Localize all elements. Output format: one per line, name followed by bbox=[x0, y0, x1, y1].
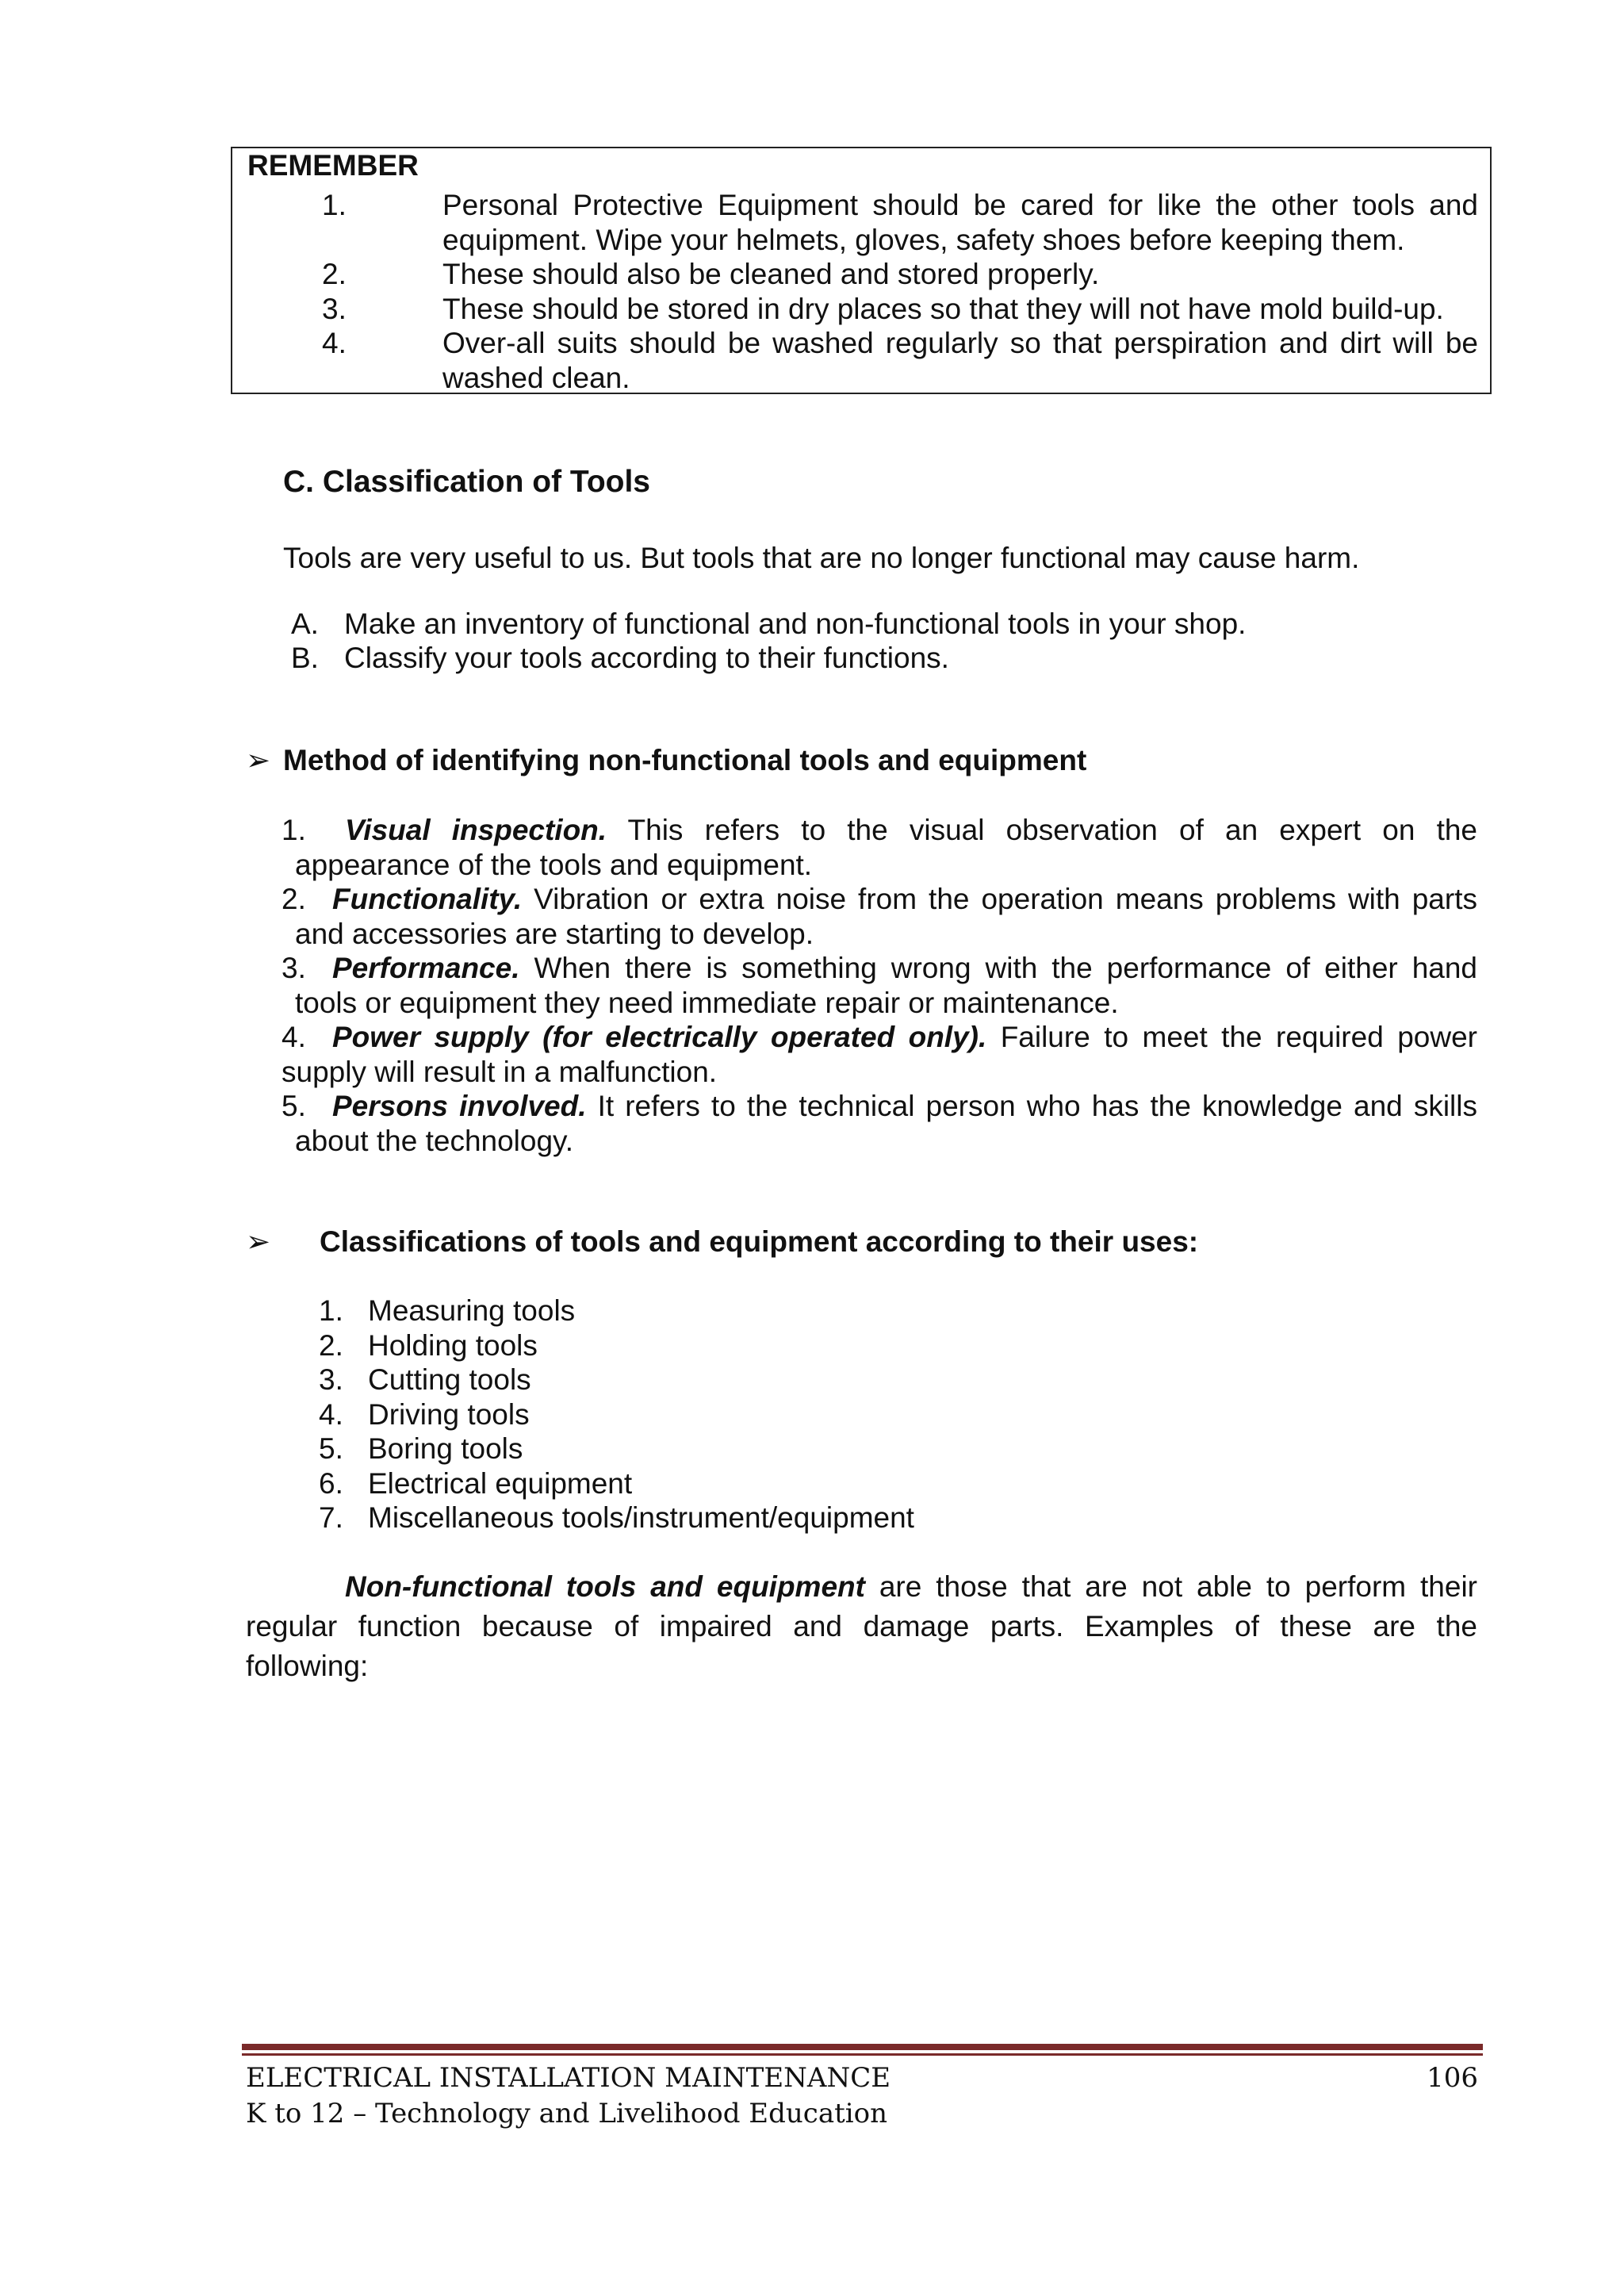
classifications-heading-text: Classifications of tools and equipment according to their uses: bbox=[320, 1225, 1199, 1258]
remember-item-text-cont: washed clean. bbox=[442, 362, 630, 394]
method-item-term: Persons involved. bbox=[332, 1090, 587, 1122]
list-item bbox=[319, 1466, 632, 1501]
task-letter: A. bbox=[291, 608, 319, 640]
list-item-text: Cutting tools bbox=[368, 1363, 531, 1396]
list-item-number: 4. bbox=[319, 1398, 343, 1431]
section-heading: C. Classification of Tools bbox=[283, 465, 650, 499]
method-item-text-cont: and accessories are starting to develop. bbox=[295, 918, 814, 950]
remember-item-number: 4. bbox=[322, 327, 347, 359]
method-item-term: Functionality. bbox=[332, 883, 523, 915]
task-item bbox=[291, 607, 1246, 642]
method-item-text: When there is something wrong with the performance of either hand bbox=[519, 952, 1477, 984]
task-text: Classify your tools according to their functions. bbox=[344, 642, 949, 674]
method-item-text: This refers to the visual observation of an expert on the bbox=[607, 814, 1477, 846]
list-item-text: Electrical equipment bbox=[368, 1467, 633, 1500]
method-item-text: Failure to meet the required power bbox=[986, 1021, 1477, 1053]
list-item-text: Miscellaneous tools/instrument/equipment bbox=[368, 1501, 914, 1534]
method-item-text: It refers to the technical person who has the knowledge and skills bbox=[586, 1090, 1477, 1122]
task-letter: B. bbox=[291, 642, 319, 674]
arrow-bullet-icon: ➢ bbox=[246, 1225, 271, 1258]
remember-item-number: 3. bbox=[322, 293, 347, 325]
classifications-heading bbox=[246, 1225, 1198, 1259]
method-item bbox=[282, 1089, 1477, 1159]
list-item-number: 6. bbox=[319, 1467, 343, 1500]
method-heading bbox=[246, 743, 1086, 778]
list-item bbox=[319, 1501, 914, 1535]
method-item-number: 1. bbox=[282, 814, 306, 846]
method-item-text-cont: supply will result in a malfunction. bbox=[282, 1056, 718, 1088]
non-functional-paragraph bbox=[246, 1570, 1477, 1684]
method-item bbox=[282, 1020, 1477, 1090]
page-number: 106 bbox=[1427, 2062, 1478, 2094]
non-functional-text-end: following: bbox=[246, 1650, 369, 1682]
method-item-term: Visual inspection. bbox=[345, 814, 607, 846]
list-item-text: Driving tools bbox=[368, 1398, 530, 1431]
method-item-term: Performance. bbox=[332, 952, 520, 984]
method-item-term: Power supply (for electrically operated only). bbox=[332, 1021, 987, 1053]
method-item bbox=[282, 813, 1477, 883]
remember-item-text: Over-all suits should be washed regularly so that perspiration and dirt will be bbox=[442, 327, 1478, 359]
method-item bbox=[282, 882, 1477, 952]
task-text: Make an inventory of functional and non-functional tools in your shop. bbox=[344, 608, 1247, 640]
list-item-text: Holding tools bbox=[368, 1329, 538, 1362]
remember-item-text: Personal Protective Equipment should be cared for like the other tools and bbox=[442, 189, 1478, 221]
method-item-number: 2. bbox=[282, 883, 306, 915]
method-heading-text: Method of identifying non-functional tools and equipment bbox=[283, 744, 1087, 776]
arrow-bullet-icon: ➢ bbox=[246, 744, 271, 776]
remember-box bbox=[231, 147, 1492, 394]
footer-rule bbox=[242, 2044, 1483, 2050]
method-item-number: 5. bbox=[282, 1090, 306, 1122]
remember-item-number: 2. bbox=[322, 258, 347, 290]
footer-rule-thin bbox=[242, 2053, 1483, 2056]
non-functional-text-cont: regular function because of impaired and damage parts. Examples of these are the bbox=[246, 1610, 1477, 1642]
section-intro: Tools are very useful to us. But tools that are no longer functional may cause harm. bbox=[283, 542, 1360, 574]
method-item bbox=[282, 951, 1477, 1021]
method-item-text-cont: appearance of the tools and equipment. bbox=[295, 849, 813, 881]
footer-title: ELECTRICAL INSTALLATION MAINTENANCE bbox=[246, 2062, 891, 2094]
task-item bbox=[291, 641, 949, 676]
remember-title: REMEMBER bbox=[247, 149, 419, 182]
method-item-text-cont: about the technology. bbox=[295, 1125, 574, 1157]
list-item-number: 3. bbox=[319, 1363, 343, 1396]
footer-subtitle: K to 12 – Technology and Livelihood Education bbox=[246, 2098, 887, 2129]
list-item bbox=[319, 1294, 575, 1328]
remember-item-text-cont: equipment. Wipe your helmets, gloves, safety shoes before keeping them. bbox=[442, 224, 1405, 256]
list-item-number: 1. bbox=[319, 1294, 343, 1327]
remember-item-number: 1. bbox=[322, 189, 347, 221]
list-item-number: 5. bbox=[319, 1432, 343, 1465]
list-item-text: Measuring tools bbox=[368, 1294, 576, 1327]
method-item-number: 3. bbox=[282, 952, 306, 984]
list-item bbox=[319, 1432, 523, 1466]
list-item bbox=[319, 1328, 538, 1363]
list-item-number: 2. bbox=[319, 1329, 343, 1362]
list-item-number: 7. bbox=[319, 1501, 343, 1534]
remember-item-text: These should be stored in dry places so that they will not have mold build-up. bbox=[442, 293, 1444, 325]
non-functional-text: are those that are not able to perform their bbox=[864, 1570, 1477, 1603]
list-item bbox=[319, 1397, 530, 1432]
method-item-text: Vibration or extra noise from the operation means problems with parts bbox=[522, 883, 1477, 915]
non-functional-term: Non-functional tools and equipment bbox=[345, 1570, 865, 1603]
list-item bbox=[319, 1363, 531, 1397]
list-item-text: Boring tools bbox=[368, 1432, 523, 1465]
method-item-number: 4. bbox=[282, 1021, 306, 1053]
remember-item-text: These should also be cleaned and stored properly. bbox=[442, 258, 1100, 290]
method-item-text-cont: tools or equipment they need immediate repair or maintenance. bbox=[295, 987, 1119, 1019]
